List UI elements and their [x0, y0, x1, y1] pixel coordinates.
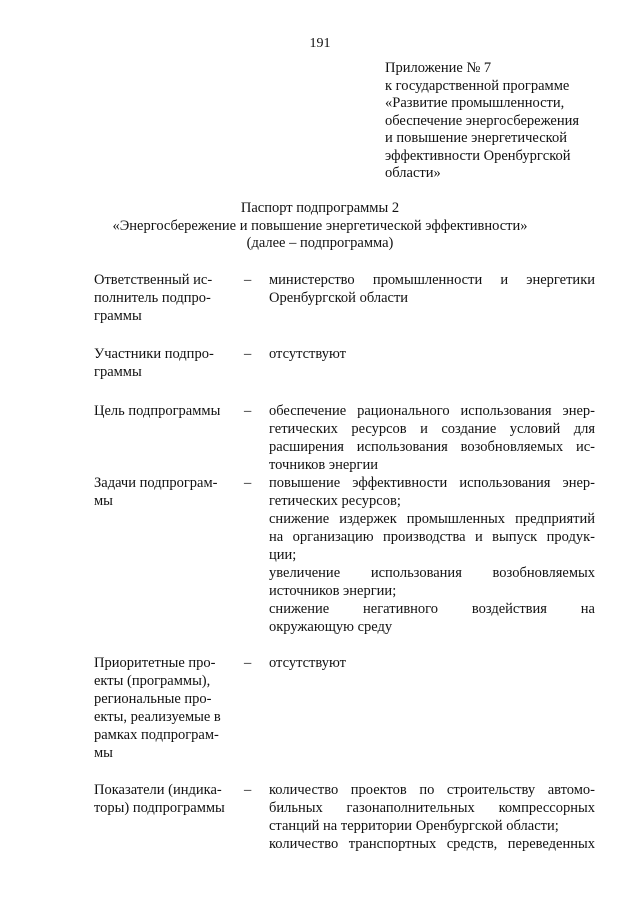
appendix-line: эффективности Оренбургской [385, 147, 571, 164]
row-dash: – [244, 655, 252, 671]
appendix-line: и повышение энергетической [385, 130, 567, 146]
passport-title-line: «Энергосбережение и повышение энергетической эффективности» [112, 217, 528, 234]
row-value-line: снижение негативного воздействия на [269, 601, 595, 617]
passport-title-line: Паспорт подпрограммы 2 [240, 200, 400, 216]
appendix-line: «Развитие промышленности, [385, 95, 565, 111]
row-value-line: на организацию производства и выпуск продук- [269, 529, 595, 545]
row-label-line: Задачи подпрограм- [94, 475, 218, 491]
row-value-line: окружающую среду [269, 619, 393, 635]
row-value-line: Оренбургской области [269, 290, 409, 306]
row-label-line: екты, реализуемые в [94, 709, 221, 725]
row-value-line: расширения использования возобновляемых ис- [269, 439, 595, 455]
passport-title [0, 200, 640, 253]
row-value-line: количество транспортных средств, переведенных [269, 836, 595, 852]
appendix-line: Приложение № 7 [385, 60, 492, 76]
row-value-line: министерство промышленности и энергетики [269, 272, 595, 288]
row-label-line: Ответственный ис- [94, 272, 213, 288]
row-label-line: Участники подпро- [94, 346, 214, 362]
row-value-line: станций на территории Оренбургской области; [269, 818, 559, 834]
appendix-line: к государственной программе [385, 77, 570, 94]
row-label-line: региональные про- [94, 691, 212, 707]
row-label-line: Показатели (индика- [94, 782, 222, 798]
row-dash: – [244, 403, 252, 419]
row-dash: – [244, 272, 252, 288]
row-value-line: отсутствуют [269, 346, 346, 362]
row-value-line: количество проектов по строительству автомо- [269, 782, 595, 798]
row-value-line: точников энергии [269, 457, 378, 473]
row-value-line: гетических ресурсов и создание условий для [269, 421, 595, 437]
page-number: 191 [309, 36, 331, 51]
row-label [94, 654, 234, 762]
row-value [269, 402, 595, 474]
row-value-line: повышение эффективности использования энер- [269, 475, 595, 491]
row-dash: – [244, 782, 252, 798]
row-dash: – [244, 346, 252, 362]
row-dash: – [244, 475, 252, 491]
row-label-line: граммы [94, 308, 142, 324]
row-value-line: бильных газонаполнительных компрессорных [269, 800, 595, 816]
row-label-line: екты (программы), [94, 673, 211, 689]
row-label [94, 781, 234, 817]
row-value [269, 345, 595, 363]
row-label-line: Приоритетные про- [94, 655, 216, 671]
row-label-line: торы) подпрограммы [94, 800, 225, 816]
row-label [94, 271, 234, 325]
row-label [94, 345, 234, 381]
row-label [94, 402, 234, 420]
row-value-line: отсутствуют [269, 655, 346, 671]
row-value-line: источников энергии; [269, 583, 397, 599]
appendix-line: обеспечение энергосбережения [385, 112, 580, 129]
row-value-line: обеспечение рационального использования энер- [269, 403, 595, 419]
row-label-line: мы [94, 493, 113, 509]
row-value-line: увеличение использования возобновляемых [269, 565, 595, 581]
row-label-line: граммы [94, 364, 142, 380]
row-value [269, 474, 595, 636]
row-value [269, 781, 595, 853]
appendix-block [385, 60, 615, 183]
row-label-line: мы [94, 745, 113, 761]
row-value [269, 654, 595, 672]
row-value-line: ции; [269, 547, 297, 563]
row-label-line: полнитель подпро- [94, 290, 211, 306]
row-label [94, 474, 234, 510]
row-value-line: гетических ресурсов; [269, 493, 401, 509]
appendix-line: области» [385, 165, 441, 181]
row-label-line: Цель подпрограммы [94, 403, 221, 419]
row-value-line: снижение издержек промышленных предприятий [269, 511, 595, 527]
row-value [269, 271, 595, 307]
row-label-line: рамках подпрограм- [94, 727, 219, 743]
passport-title-line: (далее – подпрограмма) [246, 235, 394, 251]
